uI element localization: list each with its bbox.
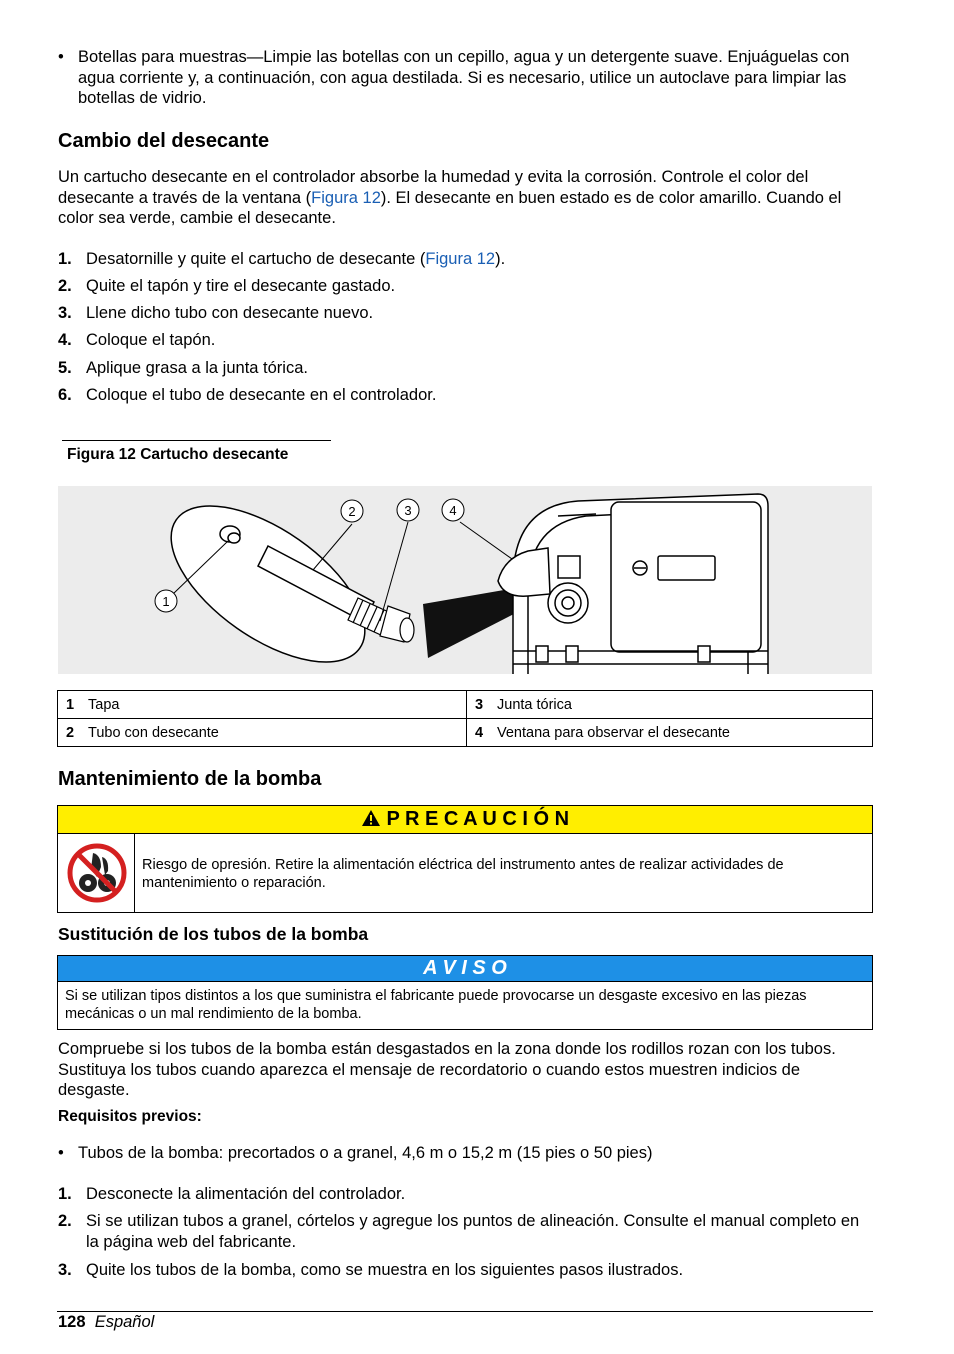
step-number: 4. bbox=[58, 331, 72, 349]
step-text: Llene dicho tubo con desecante nuevo. bbox=[86, 304, 374, 322]
prerequisite-item: Tubos de la bomba: precortados o a granel, 4,6 m o 15,2 m (15 pies o 50 pies) bbox=[78, 1144, 653, 1162]
figure-12-link[interactable]: Figura 12 bbox=[311, 188, 381, 207]
bullet-marker: • bbox=[58, 1144, 64, 1162]
legend-cell: 3 Junta tórica bbox=[467, 691, 873, 719]
intro-bullet-text: Botellas para muestras—Limpie las botellas con un cepillo, agua y un detergente suave. Enjuáguelas con agua corriente y, a continuación, con agua destilada. Si es necesario, utilice un autoclave para limpiar las botellas de vidrio. bbox=[78, 48, 850, 107]
table-row bbox=[58, 691, 873, 719]
step-number: 5. bbox=[58, 359, 72, 377]
footer-language: Español bbox=[94, 1313, 155, 1331]
step-number: 3. bbox=[58, 304, 72, 322]
warning-triangle-icon bbox=[361, 809, 381, 827]
step-number: 6. bbox=[58, 386, 72, 404]
caution-icon-cell bbox=[58, 833, 135, 912]
step-text: Desatornille y quite el cartucho de desecante (Figura 12). bbox=[86, 250, 506, 268]
callout-4: 4 bbox=[449, 503, 457, 518]
crush-hazard-icon bbox=[67, 843, 127, 903]
step-number: 3. bbox=[58, 1261, 72, 1279]
step-text: Coloque el tapón. bbox=[86, 331, 216, 349]
section-heading-pump: Mantenimiento de la bomba bbox=[58, 768, 322, 790]
callout-3: 3 bbox=[404, 503, 412, 518]
step-number: 1. bbox=[58, 1185, 72, 1203]
step-text: Quite el tapón y tire el desecante gastado. bbox=[86, 277, 396, 295]
section-heading-desiccant: Cambio del desecante bbox=[58, 130, 270, 152]
footer-rule bbox=[57, 1311, 873, 1312]
page-number: 128 bbox=[58, 1313, 86, 1331]
notice-text: Si se utilizan tipos distintos a los que suministra el fabricante puede provocarse un desgaste excesivo en las piezas mecánicas o un mal rendimiento de la bomba. bbox=[65, 988, 807, 1022]
legend-cell: 4 Ventana para observar el desecante bbox=[467, 719, 873, 747]
notice-header: A V I S O bbox=[57, 955, 873, 982]
notice-body bbox=[57, 981, 873, 1030]
page-footer bbox=[58, 1313, 154, 1332]
caution-header: P R E C A U C I Ó N bbox=[57, 805, 873, 834]
caution-text: Riesgo de opresión. Retire la alimentación eléctrica del instrumento antes de realizar actividades de mantenimiento o reparación. bbox=[142, 857, 784, 891]
table-row bbox=[58, 719, 873, 747]
step-number: 2. bbox=[58, 1212, 72, 1230]
step-number: 2. bbox=[58, 277, 72, 295]
step-text: Coloque el tubo de desecante en el controlador. bbox=[86, 386, 437, 404]
prerequisites-label: Requisitos previos: bbox=[58, 1108, 202, 1125]
pump-paragraph: Compruebe si los tubos de la bomba están desgastados en la zona donde los rodillos rozan con los tubos. Sustituya los tubos cuando aparezca el mensaje de recordatorio o cuando estos muestren indicios de desgaste. bbox=[58, 1040, 836, 1099]
legend-cell: 2 Tubo con desecante bbox=[58, 719, 467, 747]
step-text: Desconecte la alimentación del controlador. bbox=[86, 1185, 406, 1203]
callout-2: 2 bbox=[348, 504, 356, 519]
desiccant-paragraph: Un cartucho desecante en el controlador absorbe la humedad y evita la corrosión. Controle el color del desecante a través de la ventana (Figura 12). El desecante en buen estado es de color amarillo. Cuando el color sea verde, cambie el desecante. bbox=[58, 168, 842, 227]
caption-rule bbox=[62, 440, 331, 441]
bullet-marker: • bbox=[58, 48, 64, 66]
legend-cell: 1 Tapa bbox=[58, 691, 467, 719]
step-text: Quite los tubos de la bomba, como se muestra en los siguientes pasos ilustrados. bbox=[86, 1261, 684, 1279]
caution-body bbox=[57, 833, 873, 913]
figure-legend-table bbox=[57, 690, 873, 747]
step-text: Si se utilizan tubos a granel, córtelos y agregue los puntos de alineación. Consulte el manual completo en la página web del fabricante. bbox=[86, 1212, 860, 1251]
callout-1: 1 bbox=[162, 594, 170, 609]
step-text: Aplique grasa a la junta tórica. bbox=[86, 359, 308, 377]
desiccant-cartridge-illustration bbox=[58, 486, 872, 678]
subheading-pump-tubes: Sustitución de los tubos de la bomba bbox=[58, 924, 369, 944]
figure-caption: Figura 12 Cartucho desecante bbox=[67, 446, 289, 463]
step-number: 1. bbox=[58, 250, 72, 268]
figure-12-link[interactable]: Figura 12 bbox=[425, 250, 496, 268]
